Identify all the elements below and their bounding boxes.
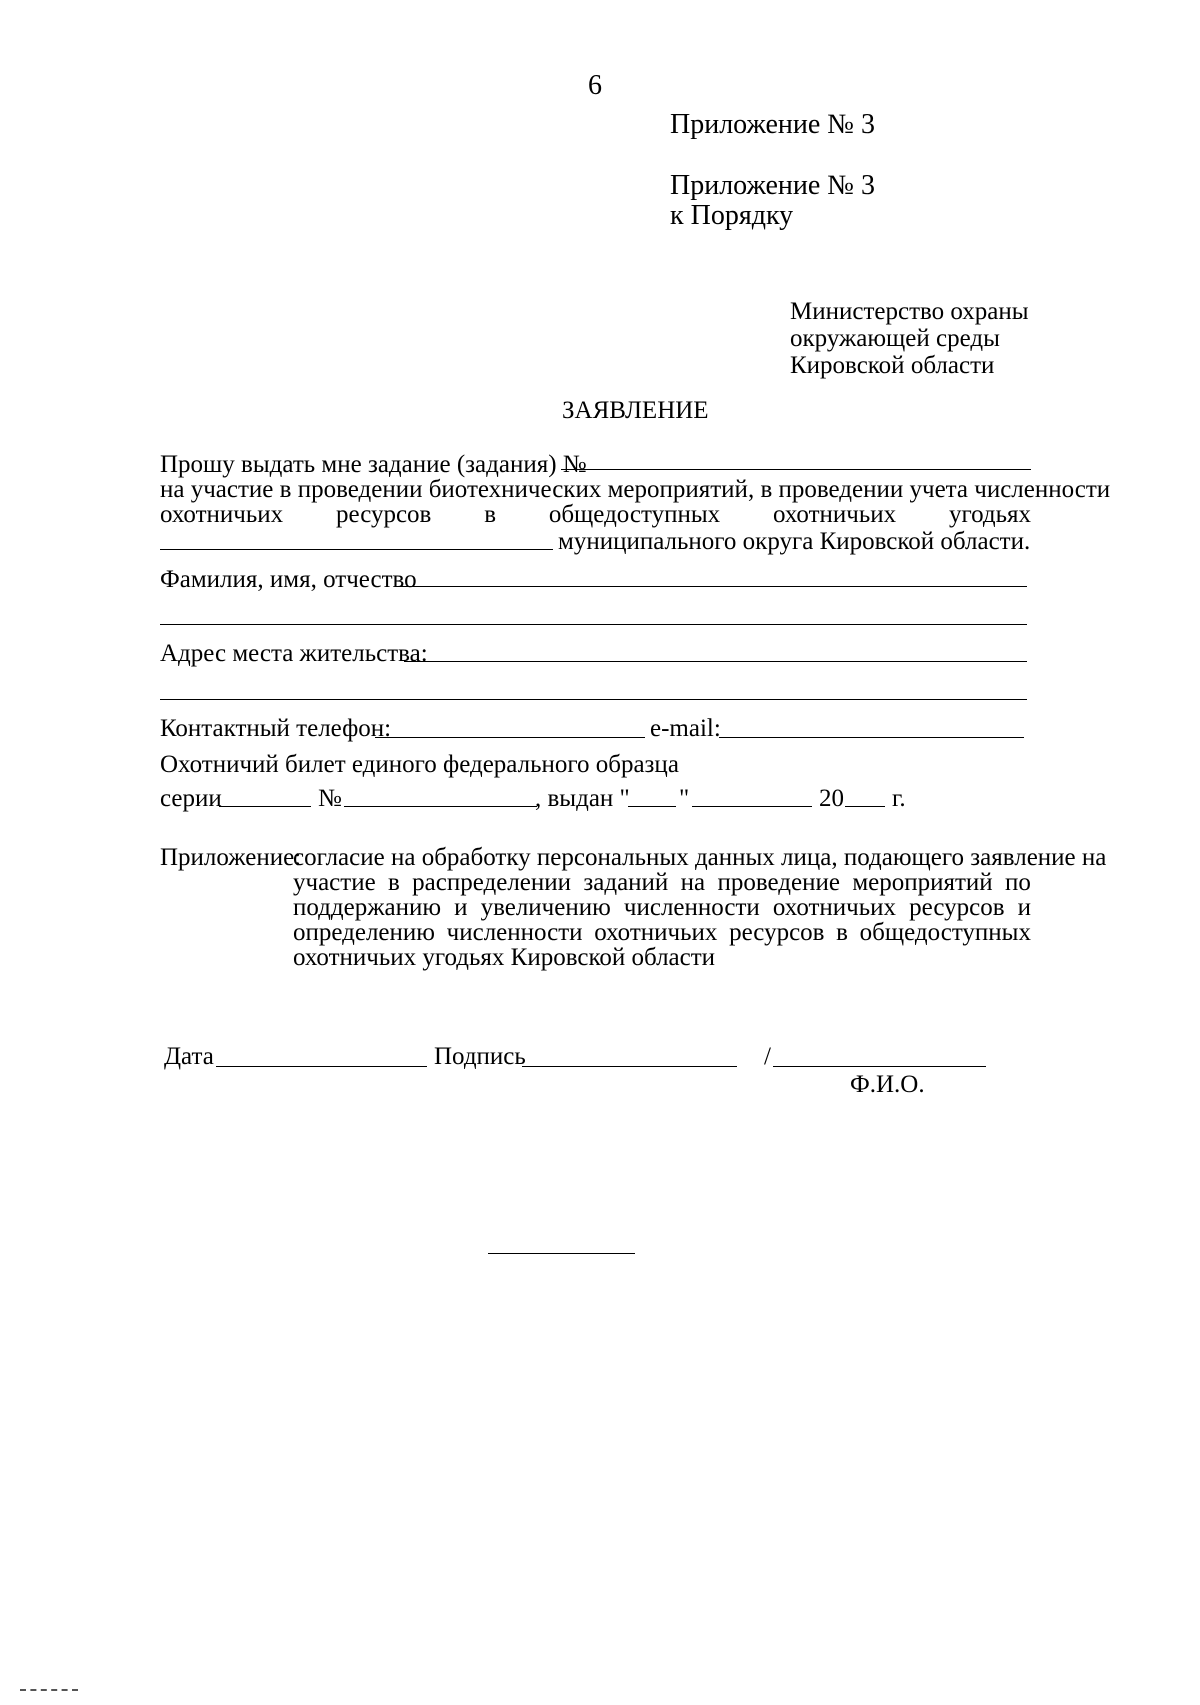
year-suffix: г. [892, 785, 906, 812]
issued-day-line [628, 806, 676, 807]
district-line [160, 549, 553, 550]
attachment-word: ресурсов [909, 894, 1005, 921]
appendix-heading-2: Приложение № 3 [670, 170, 875, 201]
end-separator-line [488, 1253, 635, 1254]
appendix-to-order: к Порядку [670, 200, 794, 231]
attachment-label: Приложение: [160, 844, 302, 871]
attachment-word: общедоступных [859, 919, 1031, 946]
ticket-number-line [344, 806, 537, 807]
request-word: ресурсов [335, 501, 432, 528]
series-label: серии [160, 785, 222, 812]
attachment-word: заданий [583, 869, 669, 896]
fio-signature-line [773, 1066, 986, 1067]
document-title: ЗАЯВЛЕНИЕ [562, 397, 709, 424]
year-line [845, 806, 885, 807]
signature-line [522, 1066, 737, 1067]
attachment-word: в [388, 869, 400, 896]
date-label: Дата [164, 1043, 214, 1070]
attachment-word: поддержанию [293, 894, 441, 921]
date-line [216, 1066, 427, 1067]
request-word: в [484, 501, 496, 528]
page-number: 6 [588, 70, 602, 101]
request-line-3 [160, 500, 1031, 530]
phone-label: Контактный телефон: [160, 715, 392, 742]
request-line-2: на участие в проведении биотехнических мероприятий, в проведении учета численности [160, 476, 1111, 503]
address-label: Адрес места жительства: [160, 640, 428, 667]
attachment-word: мероприятий [852, 869, 993, 896]
address-line [404, 661, 1027, 662]
signature-label: Подпись [434, 1043, 526, 1070]
series-line [219, 806, 311, 807]
addressee-line-2: окружающей среды [790, 325, 1000, 352]
request-word: общедоступных [548, 501, 721, 528]
request-line-1: Прошу выдать мне задание (задания) № [160, 451, 587, 478]
attachment-word: по [1005, 869, 1031, 896]
ticket-label: Охотничий билет единого федерального образца [160, 751, 679, 778]
email-line [719, 737, 1024, 738]
attachment-word: и [1017, 894, 1031, 921]
issued-month-line [692, 806, 812, 807]
attachment-word: распределении [412, 869, 572, 896]
attachment-word: численности [446, 919, 583, 946]
attachment-word: и [454, 894, 468, 921]
attachment-word: охотничьих [594, 919, 718, 946]
issued-quote-close: " [679, 785, 690, 812]
addressee-line-1: Министерство охраны [790, 298, 1029, 325]
attachment-word: определению [293, 919, 435, 946]
scan-edge-mark [20, 1689, 78, 1691]
request-word: охотничьих [772, 501, 897, 528]
task-number-line [561, 469, 1031, 470]
address-line-2 [160, 699, 1027, 700]
attachment-word: охотничьих [772, 894, 897, 921]
fio-line-2 [160, 624, 1027, 625]
fio-caption: Ф.И.О. [850, 1071, 925, 1098]
attachment-line-5: охотничьих угодьях Кировской области [293, 944, 716, 971]
attachment-word: на [680, 869, 706, 896]
request-line-4: муниципального округа Кировской области. [558, 528, 1031, 555]
addressee-line-3: Кировской области [790, 352, 995, 379]
attachment-line-1: согласие на обработку персональных данных лица, подающего заявление на [293, 844, 1107, 871]
year-prefix: 20 [819, 785, 844, 812]
signature-slash: / [764, 1043, 771, 1070]
fio-label: Фамилия, имя, отчество [160, 566, 417, 593]
issued-label: , выдан " [535, 785, 630, 812]
request-word: охотничьих [160, 501, 284, 528]
attachment-word: ресурсов [729, 919, 825, 946]
attachment-word: участие [293, 869, 376, 896]
number-label: № [318, 785, 342, 812]
attachment-word: в [836, 919, 848, 946]
phone-line [375, 737, 645, 738]
fio-line [396, 586, 1027, 587]
attachment-word: увеличению [480, 894, 611, 921]
appendix-heading-1: Приложение № 3 [670, 109, 875, 140]
email-label: e-mail: [650, 715, 721, 742]
request-word: угодьях [948, 501, 1031, 528]
attachment-word: численности [623, 894, 760, 921]
attachment-word: проведение [717, 869, 840, 896]
